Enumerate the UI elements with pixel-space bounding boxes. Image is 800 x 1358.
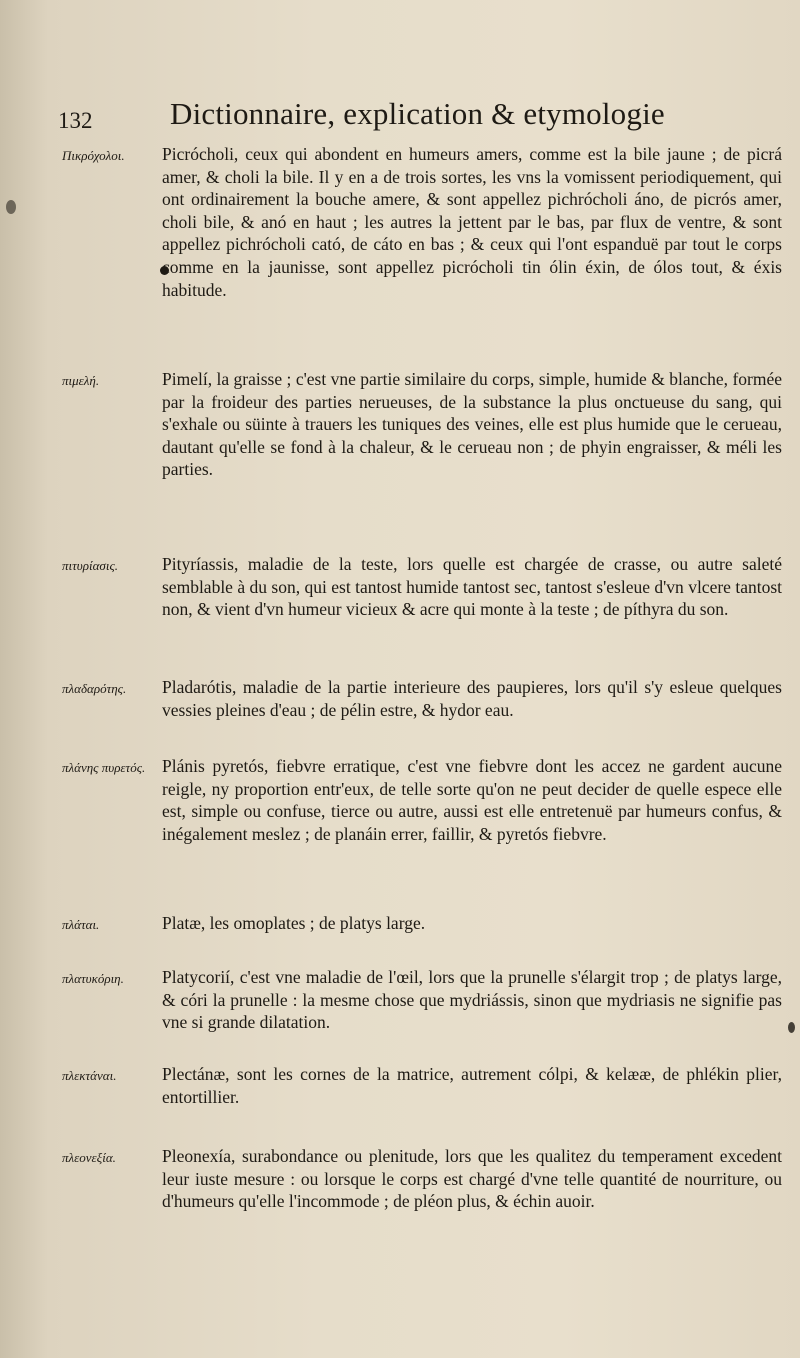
greek-headword: πλατυκόριη. — [62, 971, 124, 986]
entry-text: Pimelí, la graisse ; c'est vne partie similaire du corps, simple, humide & blanche, formée par la froideur des parties nerueuses, de la substance la plus onctueuse du sang, qui s'exhale ou süinte à trauers les tuniques des veines, elle est plus humide que le cerueau, dautant qu'elle se fond à la chaleur, & le cerueau non ; de phyin engraisser, & méli les parties. — [162, 369, 782, 480]
greek-headword: πλάται. — [62, 917, 100, 932]
entry-text: Picrócholi, ceux qui abondent en humeurs amers, comme est la bile jaune ; de picrá amer, & choli la bile. Il y en a de trois sortes, les vns la vomissent periodiquement, qui ont ordinairement la bouche amere, & sont appellez pichrócholi áno, de picrós amer, choli bile, & anó en haut ; les autres la jettent par le bas, par flux de ventre, & sont appellez pichrócholi cató, de cáto en bas ; & ceux qui l'ont espanduë par tout le corps comme en la jaunisse, sont appellez picrócholi tin ólin éxin, de ólos tout, & éxis habitude. — [162, 144, 782, 300]
entry-text: Plánis pyretós, fiebvre erratique, c'est vne fiebvre dont les accez ne gardent aucune reigle, ny proportion entr'eux, de telle sorte qu'on ne peut decider de quelle espece elle est, simple ou confuse, tierce ou autre, aussi est elle entretenuë par humeurs confus, & inégalement meslez ; de planáin errer, faillir, & pyretós fiebvre. — [162, 756, 782, 844]
ink-spot-right — [788, 1022, 795, 1033]
greek-headword: πιτυρίασις. — [62, 558, 118, 573]
entry-text: Platycorií, c'est vne maladie de l'œil, lors que la prunelle s'élargit trop ; de platys large, & córi la prunelle : la mesme chose que mydriássis, sinon que mydriasis ne signifie pas vne si grande dilatation. — [162, 967, 782, 1033]
greek-headword: πιμελή. — [62, 373, 100, 388]
entry-text: Pleonexía, surabondance ou plenitude, lors que les qualitez du temperament excedent leur iuste mesure : ou lorsque le corps est chargé d'vne telle quantité de nourriture, ou d'humeurs qu'elle l'incommode ; de pléon plus, & échin auoir. — [162, 1146, 782, 1212]
greek-headword: πλαδαρότης. — [62, 681, 127, 696]
ink-spot-left — [6, 200, 16, 214]
entry-text: Pladarótis, maladie de la partie interieure des paupieres, lors qu'il s'y esleue quelques vessies pleines d'eau ; de pélin estre, & hydor eau. — [162, 677, 782, 720]
entry-text: Platæ, les omoplates ; de platys large. — [162, 913, 426, 933]
greek-headword: πλεκτάναι. — [62, 1068, 117, 1083]
greek-headword: πλάνης πυρετός. — [62, 760, 146, 775]
entry-text: Pityríassis, maladie de la teste, lors quelle est chargée de crasse, ou autre saleté semblable à du son, qui est tantost humide tantost sec, tantost s'esleue d'vn vlcere tantost non, & vient d'vn humeur vicieux & acre qui monte à la teste ; de píthyra du son. — [162, 554, 782, 620]
page-header — [58, 96, 760, 140]
greek-headword: πλεονεξία. — [62, 1150, 116, 1165]
page-title: Dictionnaire, explication & etymologie — [170, 96, 665, 131]
page-number: 132 — [58, 108, 93, 133]
greek-headword: Πικρόχολοι. — [62, 148, 125, 163]
entry-text: Plectánæ, sont les cornes de la matrice, autrement cólpi, & kelææ, de phlékin plier, entortillier. — [162, 1064, 782, 1107]
